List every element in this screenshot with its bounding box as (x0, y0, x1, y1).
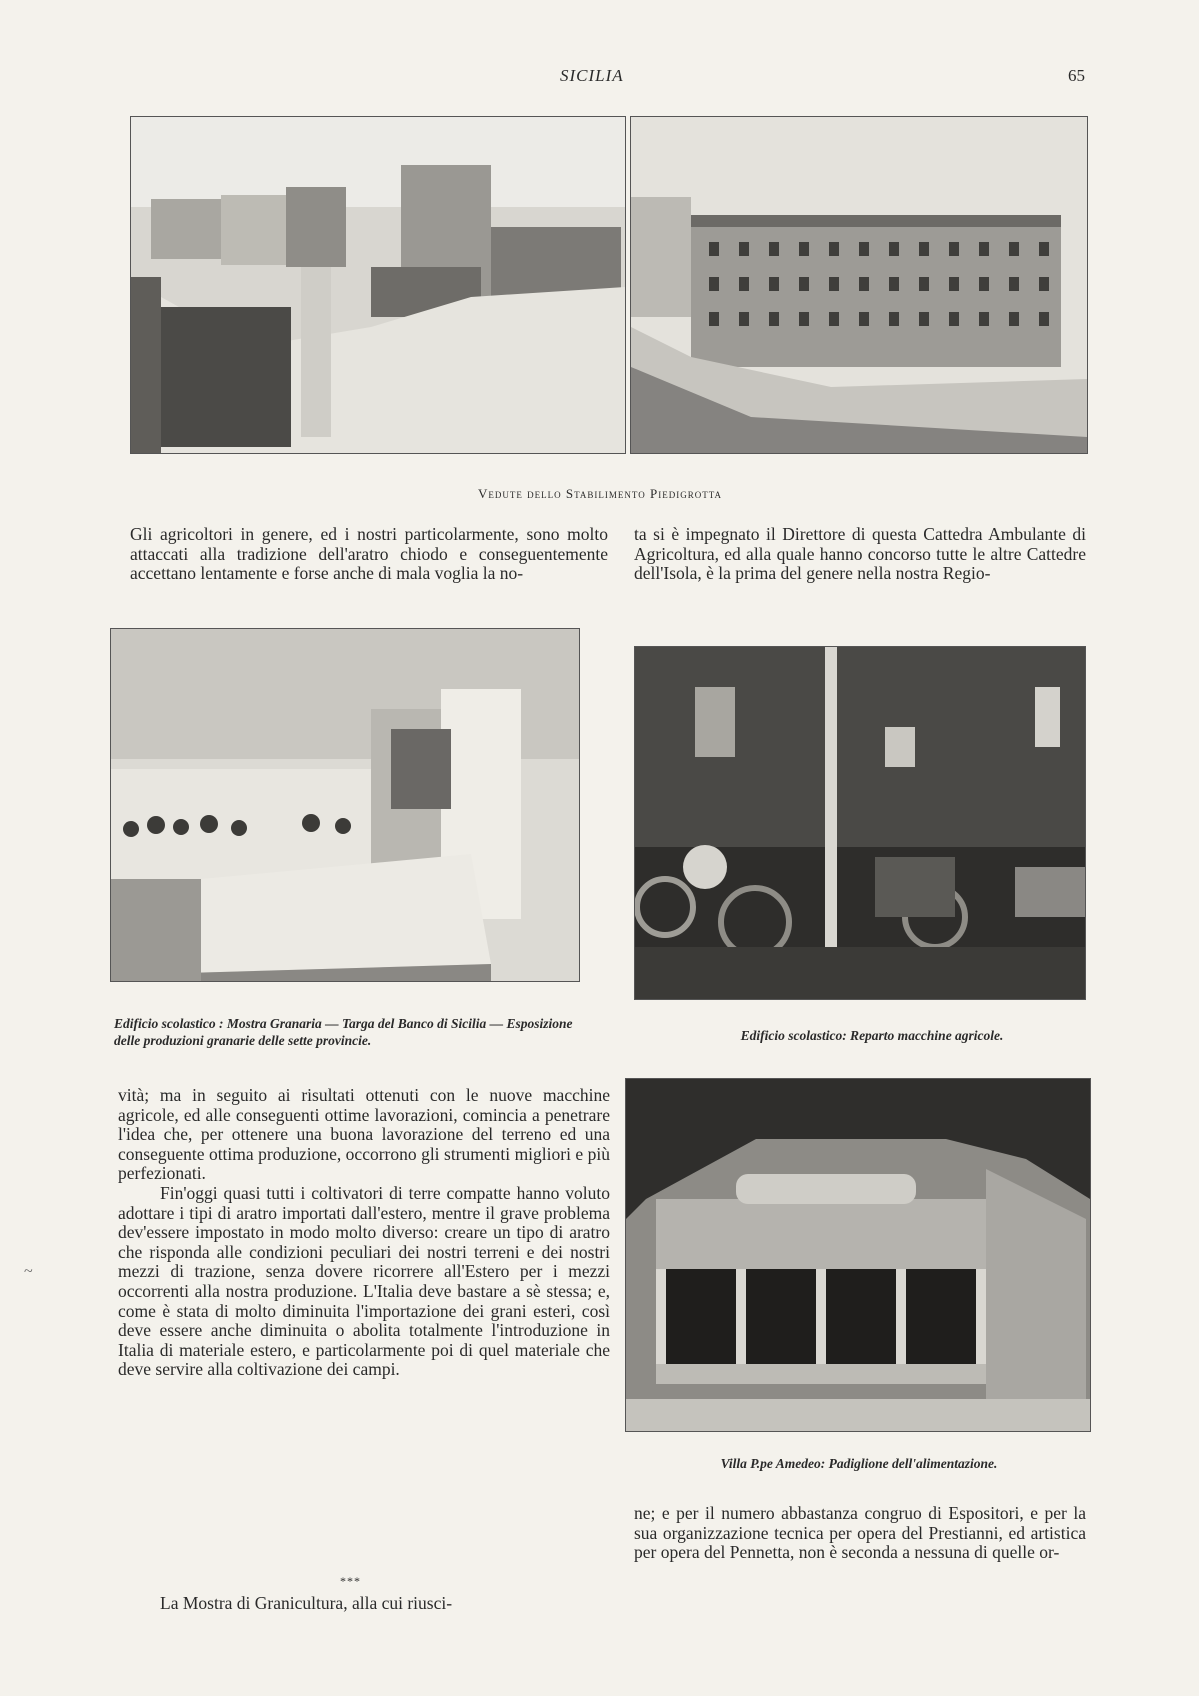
section-separator: *** (340, 1574, 361, 1588)
text-right-bottom (634, 1504, 1086, 1563)
text-right-top (634, 525, 1086, 584)
paragraph: ne; e per il numero abbastanza congruo di Espositori, e per la sua organizzazione tecnica per opera del Prestianni, ed artistica per opera del Pennetta, non è seconda a nessuna di quelle or- (634, 1503, 1086, 1563)
page-number: 65 (1068, 66, 1085, 85)
photo-macchine-agricole (634, 646, 1086, 1000)
photo-town-view (130, 116, 626, 454)
text-left-bottom-end (118, 1594, 610, 1614)
photo-padiglione (625, 1078, 1091, 1432)
photo-mostra-granaria (110, 628, 580, 982)
photo-factory-building (630, 116, 1088, 454)
text-left-top (130, 525, 608, 584)
margin-mark: ~ (24, 1263, 33, 1280)
paragraph: vità; ma in seguito ai risultati ottenuti con le nuove macchine agricole, ed alle conseguenti ottime lavorazioni, comincia a penetrare l'idea che, per ottenere una buona lavorazione del terreno ed una conseguente ottima produzione, occorrono gli strumenti migliori e più perfezionati. (118, 1085, 610, 1184)
paragraph: Fin'oggi quasi tutti i coltivatori di terre compatte hanno voluto adottare i tipi di aratro importati dall'estero, mentre il grave problema dev'essere impostato in modo molto diverso: creare un tipo di aratro che risponda alle condizioni peculiari dei nostri terreni e dei nostri mezzi di trazione, senza dovere ricorrere all'Estero per i mezzi occorrenti alla nostra produzione. L'Italia deve bastare a sè stessa; e, come è stata di molto diminuita l'importazione dei grani esteri, così deve essere anche diminuita o abolita totalmente l'introduzione in Italia di materiale estero, e particolarmente poi di quel materiale che deve servire alla coltivazione dei campi. (118, 1182, 610, 1380)
running-header-title: SICILIA (560, 66, 624, 85)
caption-mostra-granaria: Edificio scolastico : Mostra Granaria — Targa del Banco di Sicilia — Esposizione delle produzioni granarie delle sette provincie. (114, 1016, 573, 1048)
caption-stabilimento: Vedute dello Stabilimento Piedigrotta (478, 486, 722, 501)
paragraph: ta si è impegnato il Direttore di questa Cattedra Ambulante di Agricoltura, ed alla quale hanno concorso tutte le altre Cattedre dell'Isola, è la prima del genere nella nostra Regio- (634, 524, 1086, 584)
paragraph: Gli agricoltori in genere, ed i nostri particolarmente, sono molto attaccati alla tradizione dell'aratro chiodo e conseguentemente accettano lentamente e forse anche di mala voglia la no- (130, 524, 608, 584)
text-left-bottom (118, 1086, 610, 1380)
caption-macchine: Edificio scolastico: Reparto macchine agricole. (740, 1028, 1004, 1043)
paragraph: La Mostra di Granicultura, alla cui riusci- (160, 1593, 453, 1613)
caption-padiglione: Villa P.pe Amedeo: Padiglione dell'alimentazione. (720, 1456, 998, 1471)
